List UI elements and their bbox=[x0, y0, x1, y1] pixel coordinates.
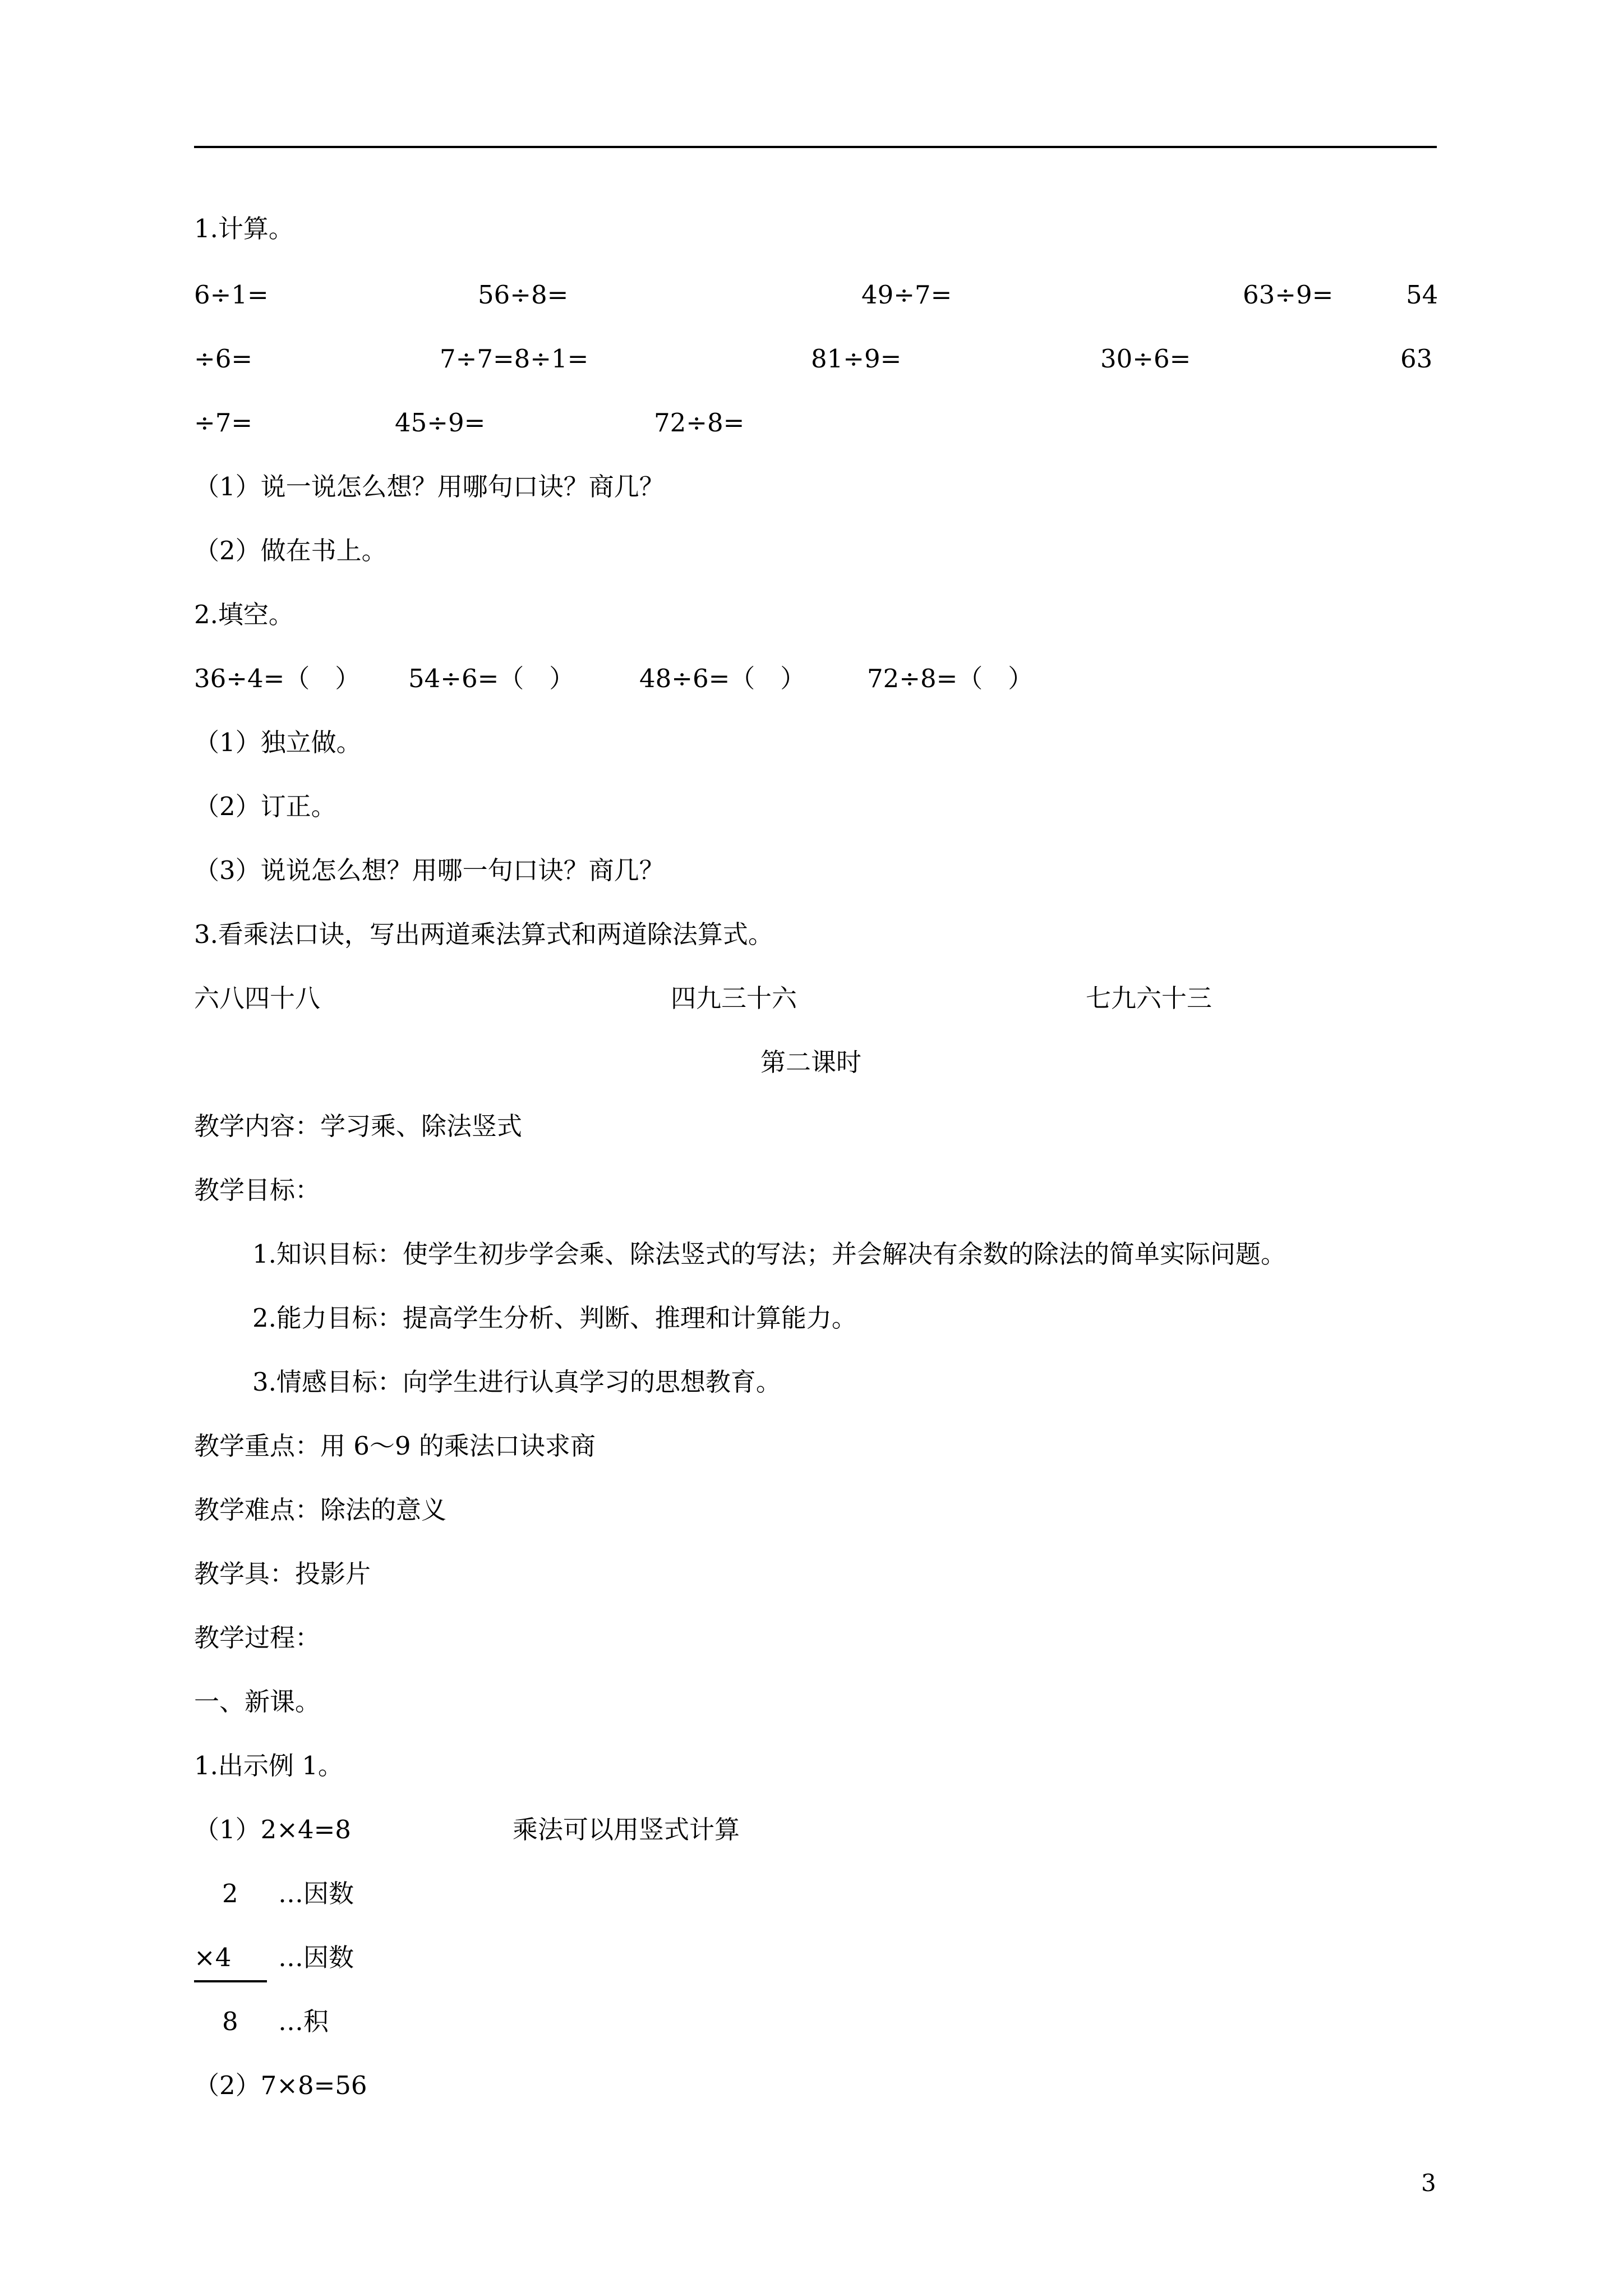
calc-item: 49÷7= bbox=[861, 280, 952, 310]
page-number: 3 bbox=[1421, 2169, 1436, 2197]
key-point: 教学重点：用 6～9 的乘法口诀求商 bbox=[194, 1431, 596, 1461]
vertical-factor-2: ×4 bbox=[194, 1943, 232, 1972]
section1-question-2: （2）做在书上。 bbox=[194, 536, 387, 565]
calc-item: 63÷9= bbox=[1243, 280, 1334, 310]
calc-item: 56÷8= bbox=[478, 280, 569, 310]
vertical-label-product: …积 bbox=[278, 2007, 329, 2036]
mnemonic-item: 四九三十六 bbox=[671, 983, 797, 1013]
header-rule bbox=[194, 146, 1437, 148]
section2-question-1: （1）独立做。 bbox=[194, 728, 362, 757]
goals-title: 教学目标： bbox=[194, 1175, 321, 1205]
section1-title: 1.计算。 bbox=[194, 214, 294, 243]
goal-item: 1.知识目标：使学生初步学会乘、除法竖式的写法；并会解决有余数的除法的简单实际问题。 bbox=[252, 1239, 1286, 1269]
lesson-content: 教学内容：学习乘、除法竖式 bbox=[194, 1111, 523, 1141]
difficulty: 教学难点：除法的意义 bbox=[194, 1495, 447, 1525]
part-heading: 一、新课。 bbox=[194, 1687, 321, 1717]
lesson-heading: 第二课时 bbox=[760, 1047, 862, 1077]
calc-item: 7÷7=8÷1= bbox=[440, 344, 589, 374]
section2-title: 2.填空。 bbox=[194, 600, 294, 629]
goal-item: 3.情感目标：向学生进行认真学习的思想教育。 bbox=[252, 1367, 781, 1397]
calc-item: 6÷1= bbox=[194, 280, 269, 310]
section2-question-3: （3）说说怎么想？用哪一句口诀？商几？ bbox=[194, 855, 665, 885]
vertical-label-factor: …因数 bbox=[278, 1943, 354, 1972]
mnemonic-item: 七九六十三 bbox=[1086, 983, 1212, 1013]
example-equation: （1）2×4=8 bbox=[194, 1815, 351, 1844]
vertical-rule bbox=[194, 1980, 267, 1982]
example-note: 乘法可以用竖式计算 bbox=[513, 1815, 740, 1844]
calc-item: 81÷9= bbox=[811, 344, 902, 374]
vertical-factor-1: 2 bbox=[222, 1879, 238, 1908]
example-title: 1.出示例 1。 bbox=[194, 1751, 343, 1780]
teaching-tools: 教学具：投影片 bbox=[194, 1559, 371, 1589]
section2-question-2: （2）订正。 bbox=[194, 792, 336, 821]
goal-item: 2.能力目标：提高学生分析、判断、推理和计算能力。 bbox=[252, 1303, 857, 1333]
section1-question-1: （1）说一说怎么想？用哪句口诀？商几？ bbox=[194, 472, 665, 501]
section3-title: 3.看乘法口诀，写出两道乘法算式和两道除法算式。 bbox=[194, 919, 773, 949]
fill-item: 36÷4=（ ） bbox=[194, 664, 361, 693]
example-equation: （2）7×8=56 bbox=[194, 2070, 367, 2100]
fill-item: 48÷6=（ ） bbox=[639, 664, 806, 693]
calc-item: ÷7= bbox=[194, 408, 253, 438]
process-title: 教学过程： bbox=[194, 1623, 321, 1653]
vertical-product: 8 bbox=[222, 2007, 238, 2036]
calc-item: 30÷6= bbox=[1100, 344, 1191, 374]
fill-item: 54÷6=（ ） bbox=[408, 664, 575, 693]
calc-item: 45÷9= bbox=[395, 408, 486, 438]
calc-item: 54 bbox=[1406, 280, 1438, 310]
fill-item: 72÷8=（ ） bbox=[867, 664, 1034, 693]
mnemonic-item: 六八四十八 bbox=[194, 983, 321, 1013]
vertical-label-factor: …因数 bbox=[278, 1879, 354, 1908]
calc-item: 63 bbox=[1400, 344, 1433, 374]
calc-item: ÷6= bbox=[194, 344, 253, 374]
calc-item: 72÷8= bbox=[654, 408, 745, 438]
